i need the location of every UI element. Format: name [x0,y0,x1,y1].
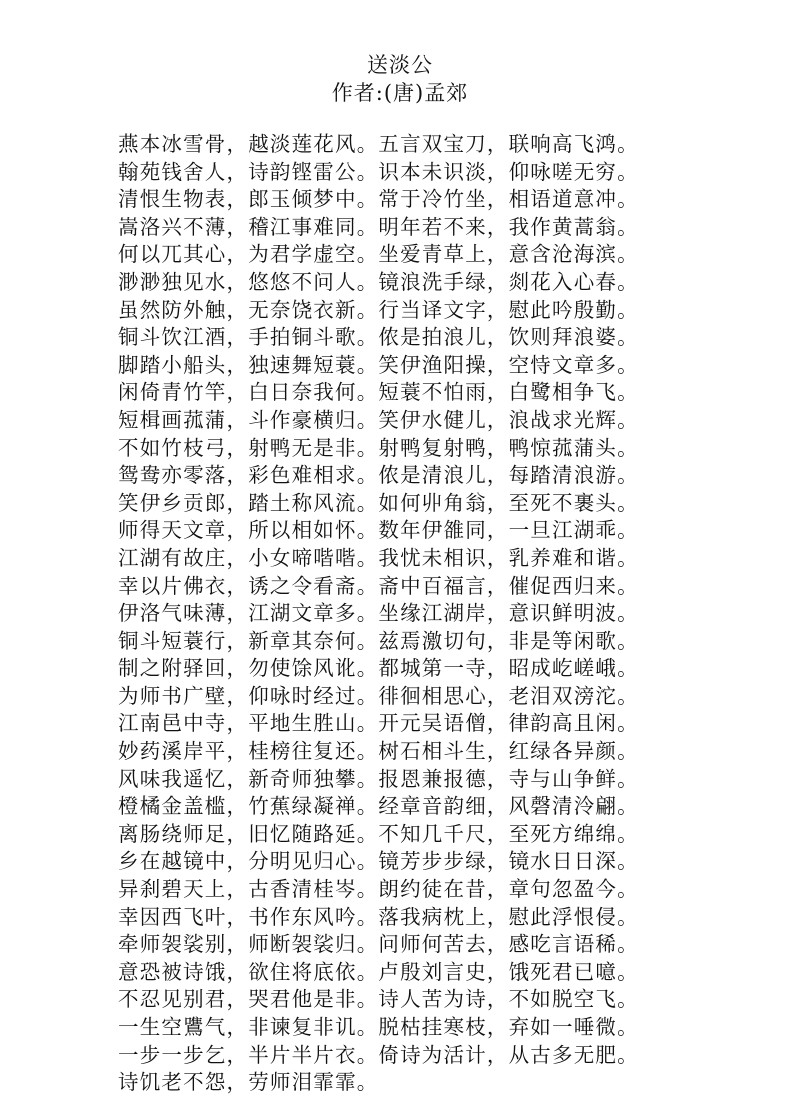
poem-line: 翰苑钱舍人，诗韵铿雷公。识本未识淡，仰咏嗟无穷。 [118,159,639,184]
poem-line: 铜斗饮江酒，手拍铜斗歌。侬是拍浪儿，饮则拜浪婆。 [118,325,639,350]
poem-line: 江湖有故庄，小女啼喈喈。我忧未相识，乳养难和谐。 [118,545,639,570]
poem-line: 不如竹枝弓，射鸭无是非。射鸭复射鸭，鸭惊菰蒲头。 [118,435,639,460]
poem-line: 伊洛气味薄，江湖文章多。坐缘江湖岸，意识鲜明波。 [118,601,639,626]
poem-line: 一步一步乞，半片半片衣。倚诗为活计，从古多无肥。 [118,1042,639,1067]
poem-line: 清恨生物表，郎玉倾梦中。常于冷竹坐，相语道意冲。 [118,187,639,212]
poem-line: 闲倚青竹竿，白日奈我何。短蓑不怕雨，白鹭相争飞。 [118,380,639,405]
poem-line: 牵师袈裟别，师断袈裟归。问师何苦去，感吃言语稀。 [118,932,639,957]
poem-line: 离肠绕师足，旧忆随路延。不知几千尺，至死方绵绵。 [118,821,639,846]
poem-line: 幸以片佛衣，诱之令看斋。斋中百福言，催促西归来。 [118,573,639,598]
poem-line: 江南邑中寺，平地生胜山。开元吴语僧，律韵高且闲。 [118,711,639,736]
poem-line: 渺渺独见水，悠悠不问人。镜浪洗手绿，剡花入心春。 [118,269,639,294]
poem-line: 橙橘金盖槛，竹蕉绿凝禅。经章音韵细，风磬清泠翩。 [118,794,639,819]
poem-line: 铜斗短蓑行，新章其奈何。兹焉激切句，非是等闲歌。 [118,628,639,653]
poem-line: 燕本冰雪骨，越淡莲花风。五言双宝刀，联响高飞鸿。 [118,132,639,156]
poem-line: 脚踏小船头，独速舞短蓑。笑伊渔阳操，空恃文章多。 [118,352,639,377]
poem-line: 为师书广壁，仰咏时经过。徘徊相思心，老泪双滂沱。 [118,683,639,708]
poem-title: 送淡公 [367,53,433,77]
poem-line: 诗饥老不怨，劳师泪霏霏。 [118,1070,379,1095]
poem-line: 意恐被诗饿，欲住将底依。卢殷刘言史，饿死君已噫。 [118,959,639,984]
poem-line: 何以兀其心，为君学虚空。坐爱青草上，意含沧海滨。 [118,242,639,267]
poem-line: 妙药溪岸平，桂榜往复还。树石相斗生，红绿各异颜。 [118,739,639,764]
poem-line: 制之附驿回，勿使馀风讹。都城第一寺，昭成屹嵯峨。 [118,656,639,681]
poem-line: 笑伊乡贡郎，踏土称风流。如何丱角翁，至死不裹头。 [118,490,639,515]
poem-line: 幸因西飞叶，书作东风吟。落我病枕上，慰此浮恨侵。 [118,904,639,929]
poem-line: 一生空鷕气，非谏复非讥。脱枯挂寒枝，弃如一唾微。 [118,1015,639,1039]
poem-line: 风味我遥忆，新奇师独攀。报恩兼报德，寺与山争鲜。 [118,766,639,791]
poem-line: 不忍见别君，哭君他是非。诗人苦为诗，不如脱空飞。 [118,987,639,1012]
poem-line: 鸳鸯亦零落，彩色难相求。侬是清浪儿，每踏清浪游。 [118,463,639,488]
poem-body [118,131,718,1097]
poem-line: 嵩洛兴不薄，稽江事难同。明年若不来，我作黄蒿翁。 [118,214,639,239]
poem-line: 乡在越镜中，分明见归心。镜芳步步绿，镜水日日深。 [118,849,639,874]
poem-line: 虽然防外触，无奈饶衣新。行当译文字，慰此吟殷勤。 [118,297,639,322]
poem-line: 短楫画菰蒲，斗作豪横归。笑伊水健儿，浪战求光辉。 [118,407,639,432]
poem-author: 作者:(唐)孟郊 [331,81,469,105]
poem-line: 师得天文章，所以相如怀。数年伊雒同，一旦江湖乖。 [118,518,639,543]
poem-line: 异刹碧天上，古香清桂岑。朗约徒在昔，章句忽盈今。 [118,877,639,902]
